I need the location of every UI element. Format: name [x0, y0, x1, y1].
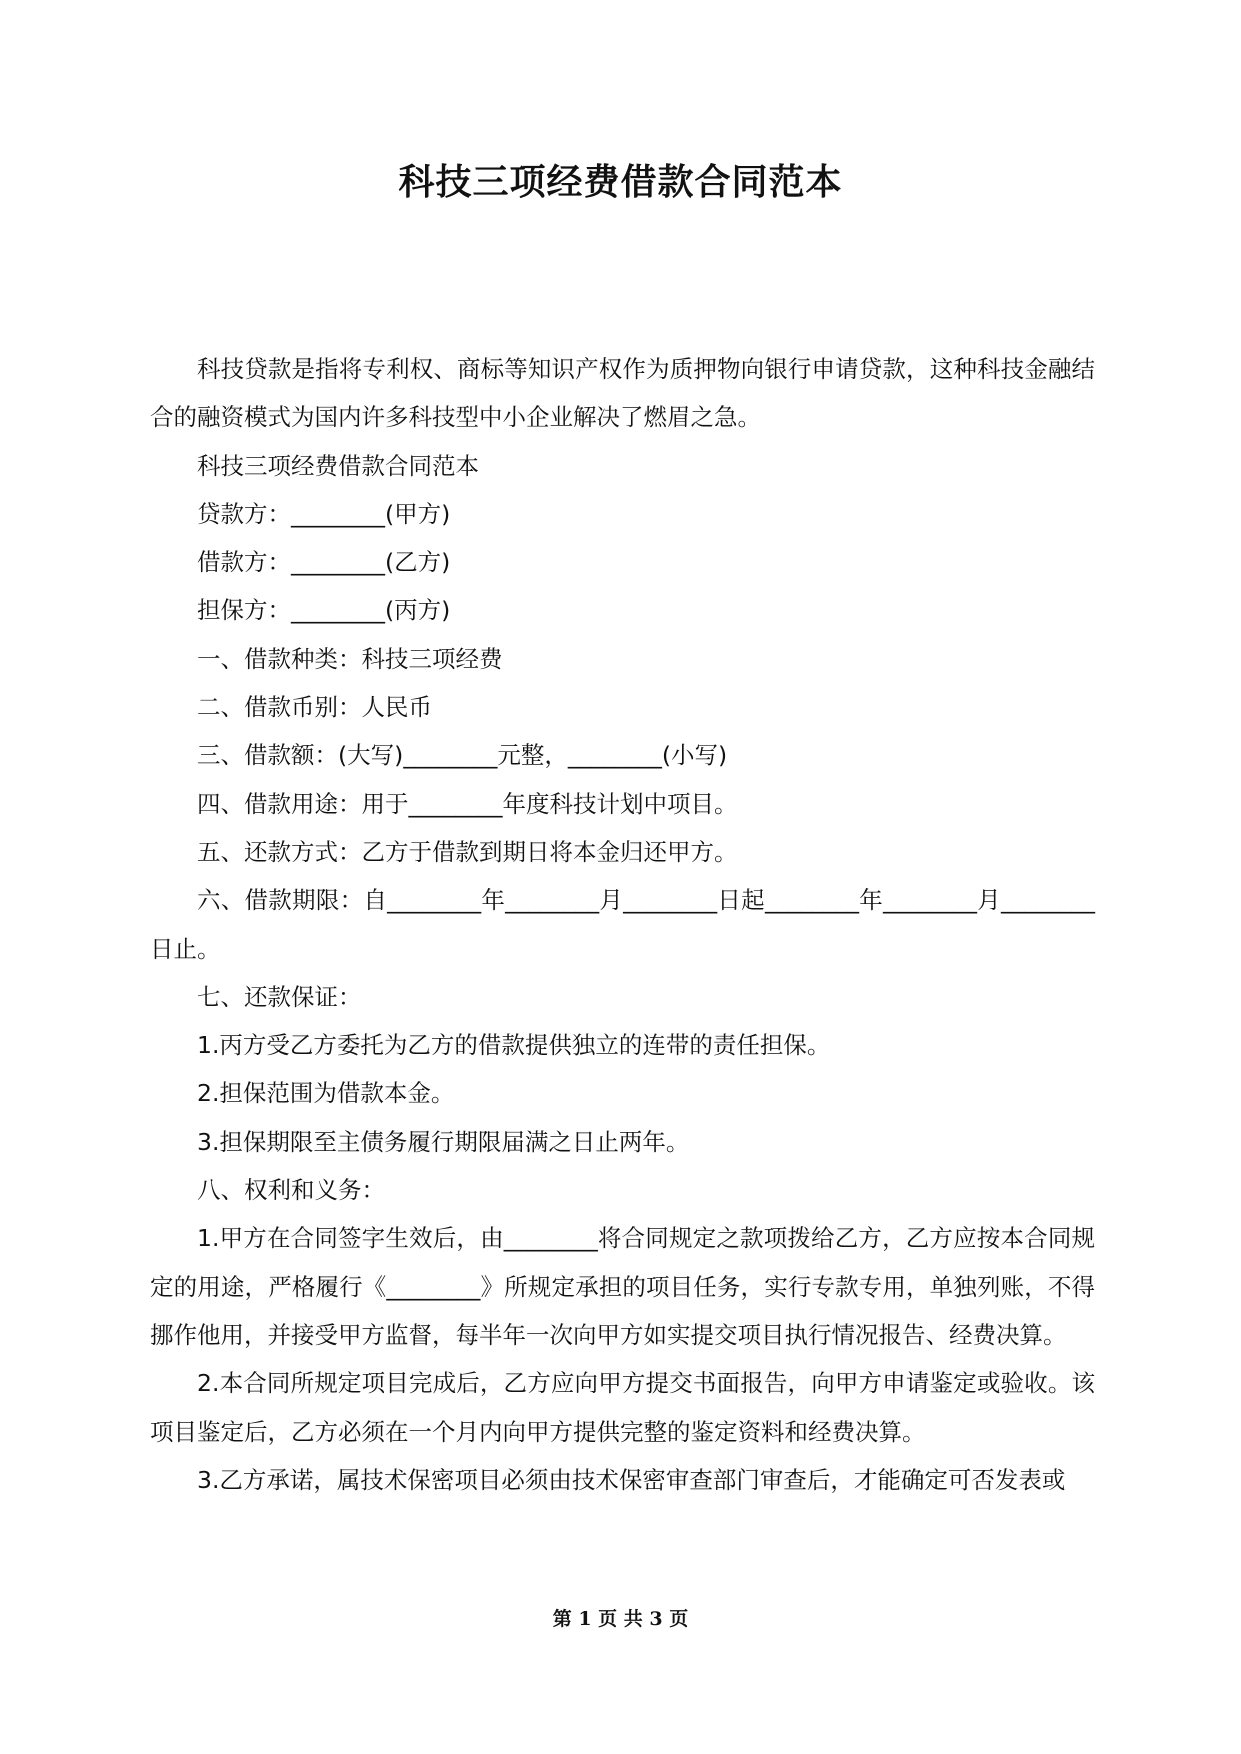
paragraph-clause-7-item-3: 3.担保期限至主债务履行期限届满之日止两年。 — [197, 1127, 690, 1156]
paragraph-lender: 贷款方：________(甲方) — [197, 499, 451, 528]
paragraph-subtitle: 科技三项经费借款合同范本 — [197, 451, 479, 480]
paragraph-clause-2: 二、借款币别：人民币 — [197, 693, 432, 722]
paragraph-clause-7: 七、还款保证： — [197, 982, 362, 1011]
document-title: 科技三项经费借款合同范本 — [398, 162, 843, 203]
document-body — [150, 345, 1095, 1504]
paragraph-guarantor: 担保方：________(丙方) — [197, 596, 451, 625]
paragraph-intro: 科技贷款是指将专利权、商标等知识产权作为质押物向银行申请贷款，这种科技金融结合的融资模式为国内许多科技型中小企业解决了燃眉之急。 — [150, 355, 1095, 432]
paragraph-clause-8-item-3: 3.乙方承诺，属技术保密项目必须由技术保密审查部门审查后，才能确定可否发表或 — [197, 1465, 1066, 1494]
paragraph-clause-3: 三、借款额：(大写)________元整，________(小写) — [197, 741, 728, 770]
paragraph-borrower: 借款方：________(乙方) — [197, 548, 451, 577]
paragraph-clause-8-item-2: 2.本合同所规定项目完成后，乙方应向甲方提交书面报告，向甲方申请鉴定或验收。该项目鉴定后，乙方必须在一个月内向甲方提供完整的鉴定资料和经费决算。 — [150, 1369, 1095, 1446]
paragraph-clause-4: 四、借款用途：用于________年度科技计划中项目。 — [197, 789, 738, 818]
paragraph-clause-8-item-1: 1.甲方在合同签字生效后，由________将合同规定之款项拨给乙方，乙方应按本合同规定的用途，严格履行《________》所规定承担的项目任务，实行专款专用，单独列账，不得挪作他用，并接受甲方监督，每半年一次向甲方如实提交项目执行情况报告、经费决算。 — [150, 1224, 1095, 1349]
paragraph-clause-6: 六、借款期限：自________年________月________日起________年________月________日止。 — [150, 886, 1095, 963]
paragraph-clause-7-item-2: 2.担保范围为借款本金。 — [197, 1079, 455, 1108]
paragraph-clause-7-item-1: 1.丙方受乙方委托为乙方的借款提供独立的连带的责任担保。 — [197, 1031, 831, 1060]
page-footer: 第 1 页 共 3 页 — [552, 1608, 689, 1630]
paragraph-clause-5: 五、还款方式：乙方于借款到期日将本金归还甲方。 — [197, 837, 738, 866]
paragraph-clause-1: 一、借款种类：科技三项经费 — [197, 644, 503, 673]
paragraph-clause-8: 八、权利和义务： — [197, 1176, 385, 1205]
